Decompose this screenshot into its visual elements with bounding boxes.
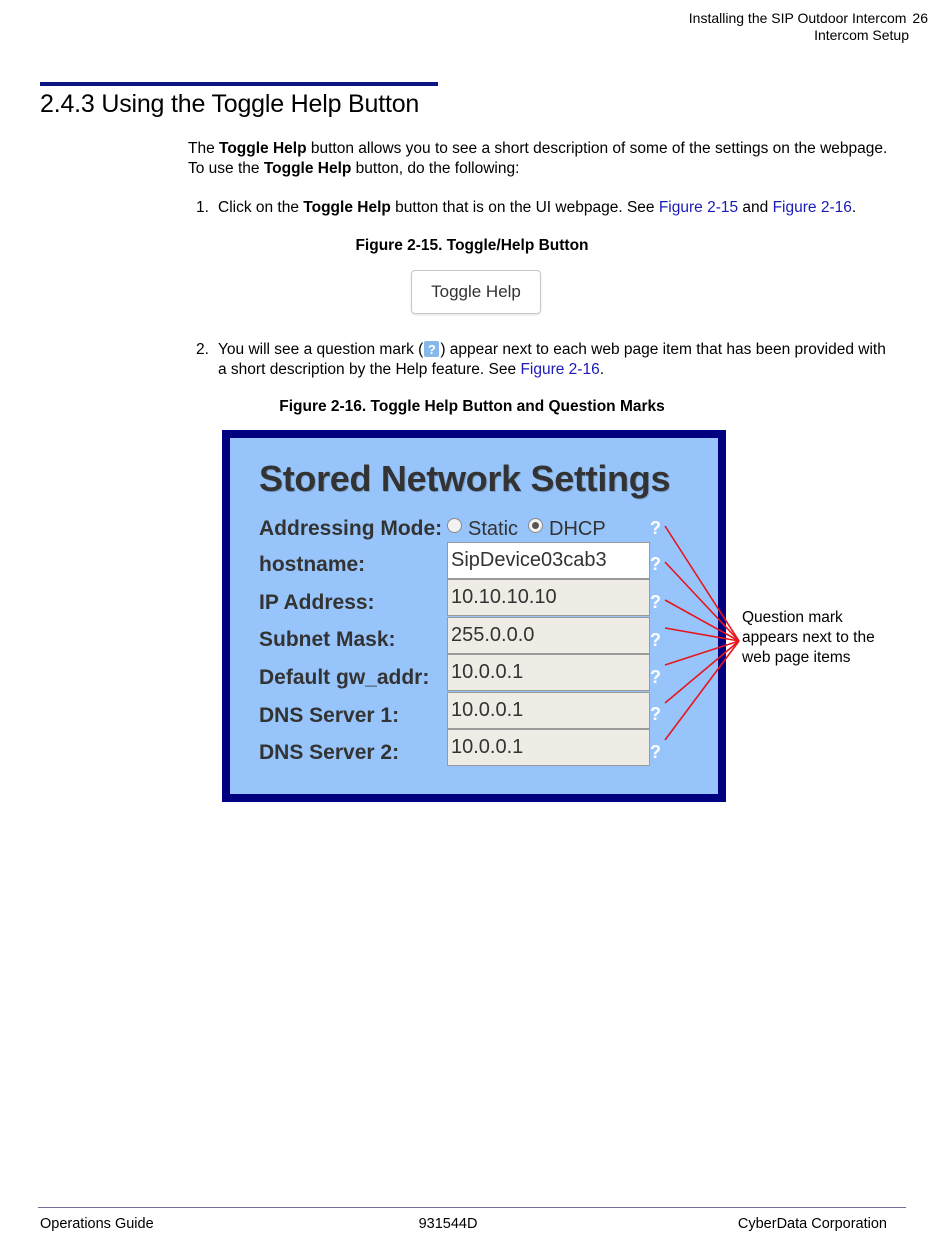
help-question-icon[interactable]: ?: [650, 592, 661, 612]
step-number: 1.: [196, 199, 209, 216]
subnet-mask-field[interactable]: 255.0.0.0: [447, 617, 650, 654]
step-text-part: .: [599, 361, 605, 378]
step-text-part: button that is on the UI webpage. See: [390, 199, 659, 216]
figure-2-16-link[interactable]: Figure 2-16: [520, 361, 600, 378]
intro-bold-toggle-help: Toggle Help: [219, 140, 307, 157]
header-section: Intercom Setup: [814, 27, 909, 43]
dns-server-2-label: DNS Server 2:: [259, 741, 400, 764]
static-radio[interactable]: [447, 518, 462, 533]
help-question-icon[interactable]: ?: [650, 704, 661, 724]
intro-paragraph: [188, 139, 888, 179]
intro-text: The: [188, 140, 220, 157]
help-question-icon[interactable]: ?: [650, 518, 661, 538]
step-text-part: .: [851, 199, 857, 216]
help-question-icon[interactable]: ?: [650, 667, 661, 687]
dhcp-radio-label: DHCP: [549, 518, 606, 540]
figure-2-16-caption: Figure 2-16. Toggle Help Button and Question Marks: [279, 398, 665, 415]
step-text-part: You will see a question mark (: [218, 341, 424, 358]
dns-server-1-label: DNS Server 1:: [259, 704, 400, 727]
step-number: 2.: [196, 341, 209, 358]
footer-doc-number: 931544D: [418, 1216, 478, 1232]
figure-2-15-caption: Figure 2-15. Toggle/Help Button: [355, 237, 589, 254]
stored-network-settings-panel: [222, 430, 726, 802]
help-question-icon[interactable]: ?: [650, 742, 661, 762]
step-text: [218, 198, 893, 218]
step-text-part: and: [738, 199, 773, 216]
section-rule: [40, 82, 438, 86]
dns-server-1-field[interactable]: 10.0.0.1: [447, 692, 650, 729]
dhcp-radio[interactable]: [528, 518, 543, 533]
ip-address-label: IP Address:: [259, 591, 375, 614]
help-question-icon[interactable]: ?: [650, 630, 661, 650]
figure-2-15-link[interactable]: Figure 2-15: [658, 199, 739, 216]
intro-text: button, do the following:: [351, 160, 520, 177]
question-mark-callout: Question mark appears next to the web page items: [742, 609, 875, 666]
panel-title: Stored Network Settings: [259, 458, 671, 499]
running-header: [689, 10, 928, 44]
footer-company: CyberData Corporation: [737, 1216, 887, 1232]
page-number: 26: [912, 10, 928, 26]
addressing-mode-label: Addressing Mode:: [259, 517, 443, 540]
dns-server-2-field[interactable]: 10.0.0.1: [447, 729, 650, 766]
step-bold-toggle-help: Toggle Help: [303, 199, 391, 216]
static-radio-label: Static: [468, 518, 519, 540]
step-text: [218, 340, 893, 380]
intro-bold-toggle-help: Toggle Help: [263, 160, 352, 177]
help-question-icon[interactable]: ?: [650, 554, 661, 574]
intro-text: button allows you to see a short description of some of the settings on the webpage. To use the: [188, 140, 888, 177]
section-title: 2.4.3 Using the Toggle Help Button: [40, 90, 420, 118]
header-chapter: Installing the SIP Outdoor Intercom: [688, 10, 907, 26]
ip-address-field[interactable]: 10.10.10.10: [447, 579, 650, 616]
default-gateway-field[interactable]: 10.0.0.1: [447, 654, 650, 691]
footer-left: Operations Guide: [40, 1216, 154, 1232]
toggle-help-button[interactable]: Toggle Help: [411, 270, 541, 314]
step-text-part: Click on the: [218, 199, 304, 216]
subnet-mask-label: Subnet Mask:: [259, 628, 396, 651]
default-gateway-label: Default gw_addr:: [259, 666, 430, 689]
figure-2-16-link[interactable]: Figure 2-16: [772, 199, 852, 216]
step-text-part: ) appear next to each web page item that has been provided with a short description by the Help feature. See: [218, 341, 886, 378]
hostname-label: hostname:: [259, 553, 366, 576]
hostname-field[interactable]: SipDevice03cab3: [447, 542, 650, 579]
footer-rule: [38, 1207, 906, 1208]
addressing-mode-radio-group: [447, 518, 616, 541]
help-question-icon: [424, 341, 439, 357]
